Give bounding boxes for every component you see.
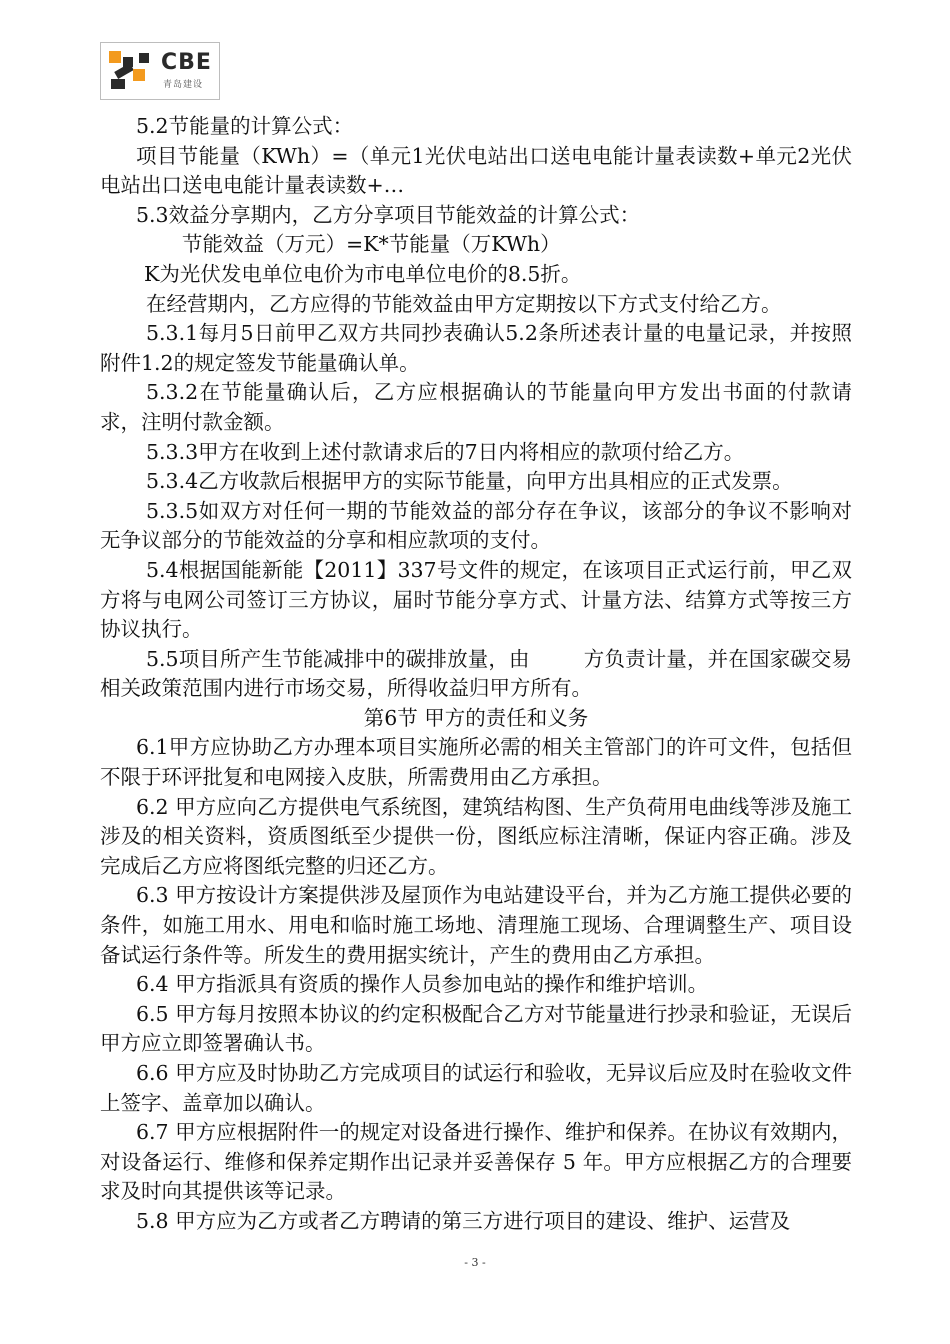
paragraph: 5.4根据国能新能【2011】337号文件的规定，在该项目正式运行前，甲乙双方将与电网公司签订三方协议，届时节能分享方式、计量方法、结算方式等按三方协议执行。 [100, 557, 852, 642]
paragraph: 5.3.3甲方在收到上述付款请求后的7日内将相应的款项付给乙方。 [146, 439, 745, 464]
paragraph: 5.3.5如双方对任何一期的节能效益的部分存在争议，该部分的争议不影响对无争议部分的节能效益的分享和相应款项的支付。 [100, 498, 852, 553]
document-body [100, 112, 852, 1237]
paragraph: 6.5 甲方每月按照本协议的约定积极配合乙方对节能量进行抄录和验证，无误后甲方应立即签署确认书。 [100, 1001, 852, 1056]
section-heading: 第6节 甲方的责任和义务 [363, 705, 589, 730]
paragraph: 在经营期内，乙方应得的节能效益由甲方定期按以下方式支付给乙方。 [146, 291, 782, 316]
page-number: - 3 - [464, 1256, 486, 1269]
paragraph: 5.3.2在节能量确认后，乙方应根据确认的节能量向甲方发出书面的付款请求，注明付款金额。 [100, 380, 852, 434]
company-logo [100, 42, 220, 100]
paragraph: 5.3效益分享期内，乙方分享项目节能效益的计算公式： [136, 202, 641, 227]
paragraph: K为光伏发电单位电价为市电单位电价的8.5折。 [144, 261, 582, 286]
paragraph: 5.8 甲方应为乙方或者乙方聘请的第三方进行项目的建设、维护、运营及 [136, 1208, 791, 1233]
paragraph-part: 方负责计量，并在国家碳交易相关政策范围内进行市场交易，所得收益归甲方所有。 [100, 646, 852, 701]
paragraph: 6.2 甲方应向乙方提供电气系统图，建筑结构图、生产负荷用电曲线等涉及施工涉及的相关资料，资质图纸至少提供一份，图纸应标注清晰，保证内容正确。涉及完成后乙方应将图纸完整的归还乙方。 [100, 794, 852, 878]
paragraph: 6.4 甲方指派具有资质的操作人员参加电站的操作和维护培训。 [136, 972, 709, 997]
paragraph: 6.3 甲方按设计方案提供涉及屋顶作为电站建设平台，并为乙方施工提供必要的条件，如施工用水、用电和临时施工场地、清理施工现场、合理调整生产、项目设备试运行条件等。所发生的费用据实统计，产生的费用由乙方承担。 [100, 883, 852, 967]
paragraph: 节能效益（万元）=K*节能量（万KWh） [182, 232, 561, 257]
logo-brand: CBE [161, 50, 212, 75]
paragraph: 5.2节能量的计算公式： [136, 114, 354, 138]
paragraph [100, 645, 852, 704]
cbe-logo-icon [107, 49, 157, 93]
paragraph-part: 5.5项目所产生节能减排中的碳排放量，由 [146, 646, 530, 671]
paragraph: 6.1甲方应协助乙方办理本项目实施所必需的相关主管部门的许可文件，包括但不限于环评批复和电网接入皮肤，所需费用由乙方承担。 [100, 735, 852, 790]
paragraph: 5.3.4乙方收款后根据甲方的实际节能量，向甲方出具相应的正式发票。 [146, 469, 793, 494]
paragraph: 6.6 甲方应及时协助乙方完成项目的试运行和验收，无异议后应及时在验收文件上签字、盖章加以确认。 [100, 1061, 852, 1115]
logo-subtitle: 青岛建设 [163, 80, 204, 90]
paragraph: 项目节能量（KWh）=（单元1光伏电站出口送电电能计量表读数+单元2光伏电站出口送电电能计量表读数+… [100, 143, 852, 198]
paragraph: 6.7 甲方应根据附件一的规定对设备进行操作、维护和保养。在协议有效期内，对设备运行、维修和保养定期作出记录并妥善保存 5 年。甲方应根据乙方的合理要求及时向其提供该等记录。 [100, 1120, 852, 1204]
paragraph: 5.3.1每月5日前甲乙双方共同抄表确认5.2条所述表计量的电量记录，并按照附件1.2的规定签发节能量确认单。 [100, 321, 852, 375]
